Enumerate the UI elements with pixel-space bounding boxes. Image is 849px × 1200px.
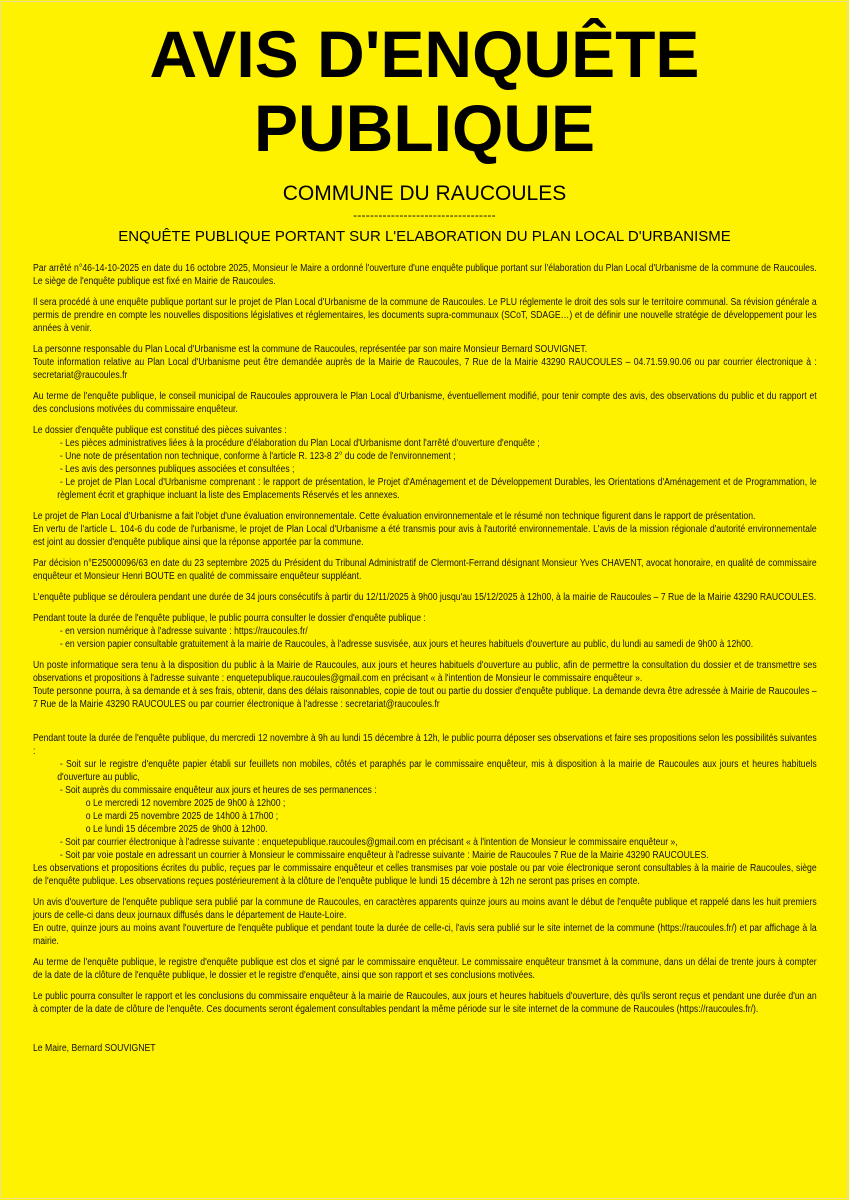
permanence-item: o Le mardi 25 novembre 2025 de 14h00 à 17h00 ; [85,811,279,822]
separator: ---------------------------------- [353,208,496,222]
list-item: - Le projet de Plan Local d'Urbanisme comprenant : le rapport de présentation, le Projet d'Aménagement et de Développement Durables, les Orientations d'Aménagement et de Programmation, le règlement écrit et graphique incluant la liste des Emplacements Réservés et les annexes. [57,477,817,501]
paragraph-avis-ouverture: Un avis d'ouverture de l'enquête publique sera publié par la commune de Raucoules, en caractères apparents quinze jours au moins avant le début de l'enquête publique et rappelé dans les huit premiers jours de celle-ci dans deux journaux diffusés dans le département de Haute-Loire. [33,897,817,921]
paragraph-decision: Par décision n°E25000096/63 en date du 23 septembre 2025 du Président du Tribunal Administratif de Clermont-Ferrand désignant Monsieur Yves CHAVENT, avocat honoraire, en qualité de commissaire enquêteur et Monsieur Henri BOUTE en qualité de commissaire enquêteur suppléant. [33,558,817,582]
paragraph-dossier: Le dossier d'enquête publique est constitué des pièces suivantes : [33,425,287,436]
paragraph-responsable: La personne responsable du Plan Local d'Urbanisme est la commune de Raucoules, représentée par son maire Monsieur Bernard SOUVIGNET. [33,344,588,355]
list-item: - en version numérique à l'adresse suivante : https://raucoules.fr/ [59,626,308,637]
list-item: - Soit par courrier électronique à l'adresse suivante : enquetepublique.raucoules@gmail.com en précisant « à l'intention de Monsieur le commissaire enquêteur », [59,837,678,848]
paragraph-consultables: Les observations et propositions écrites du public, reçues par le commissaire enquêteur et celles transmises par voie postale ou par voie électronique seront consultables à la mairie de Raucoules, siège de l'enquête publique. Les observations reçues postérieurement à la clôture de l'enquête publique le lundi 15 décembre à 12h ne seront pas prises en compte. [33,863,817,887]
list-item: - Les avis des personnes publiques associées et consultées ; [59,464,295,475]
paragraph-duree: L'enquête publique se déroulera pendant une durée de 34 jours consécutifs à partir du 12/11/2025 à 9h00 jusqu'au 15/12/2025 à 12h00, à la mairie de Raucoules – 7 Rue de la Mairie 43290 RAUCOULES. [33,592,817,603]
paragraph-autorite: En vertu de l'article L. 104-6 du code de l'urbanisme, le projet de Plan Local d'Urbanisme a été transmis pour avis à l'autorité environnementale. L'avis de la mission régionale d'autorité environnementale est joint au dossier d'enquête publique ainsi que la réponse apportée par la commune. [33,524,817,548]
list-item: - Soit auprès du commissaire enquêteur aux jours et heures de ses permanences : [59,785,377,796]
dossier-list [33,437,817,502]
list-item: - Soit par voie postale en adressant un courrier à Monsieur le commissaire enquêteur à l'adresse suivante : Mairie de Raucoules 7 Rue de la Mairie 43290 RAUCOULES. [59,850,709,861]
paragraph-consultation: Pendant toute la durée de l'enquête publique, le public pourra consulter le dossier d'enquête publique : [33,613,426,624]
paragraph-observations: Pendant toute la durée de l'enquête publique, du mercredi 12 novembre à 9h au lundi 15 décembre à 12h, le public pourra déposer ses observations et faire ses propositions selon les possibilités suivantes : [33,733,817,757]
paragraph-approbation: Au terme de l'enquête publique, le conseil municipal de Raucoules approuvera le Plan Local d'Urbanisme, éventuellement modifié, pour tenir compte des avis, des observations du public et du rapport et des conclusions motivées du commissaire enquêteur. [33,391,817,415]
list-item: - Une note de présentation non technique, conforme à l'article R. 123-8 2° du code de l'environnement ; [59,451,456,462]
observations-list [33,758,817,862]
commune-heading: COMMUNE DU RAUCOULES [282,182,567,205]
title-line-2: PUBLIQUE [253,91,596,165]
title-line-1: AVIS D'ENQUÊTE [149,17,700,91]
list-item: - en version papier consultable gratuitement à la mairie de Raucoules, à l'adresse susvisée, aux jours et heures habituels d'ouverture au public, du lundi au samedi de 9h00 à 12h00. [59,639,754,650]
paragraph-plu: Il sera procédé à une enquête publique portant sur le projet de Plan Local d'Urbanisme de la commune de Raucoules. Le PLU réglemente le droit des sols sur le territoire communal. Sa révision générale a permis de prendre en compte les nouvelles dispositions législatives et réglementaires, les documents supra-communaux (SCoT, SDAGE…) et de définir une nouvelle stratégie de développement pour les années à venir. [33,297,817,334]
paragraph-arrete: Par arrêté n°46-14-10-2025 en date du 16 octobre 2025, Monsieur le Maire a ordonné l'ouverture d'une enquête publique portant sur l'élaboration du Plan Local d'Urbanisme de la commune de Raucoules. Le siège de l'enquête publique est fixé en Mairie de Raucoules. [33,263,817,287]
paragraph-affichage: En outre, quinze jours au moins avant l'ouverture de l'enquête publique et pendant toute la durée de celle-ci, l'avis sera publié sur le site internet de la commune (https://raucoules.fr/) et par affichage à la mairie. [33,923,817,947]
consultation-list [33,625,817,651]
permanence-item: o Le lundi 15 décembre 2025 de 9h00 à 12h00. [85,824,268,835]
subtitle: ENQUÊTE PUBLIQUE PORTANT SUR L'ELABORATION DU PLAN LOCAL D'URBANISME [118,228,731,245]
notice-body [33,262,817,1063]
paragraph-copie: Toute personne pourra, à sa demande et à ses frais, obtenir, dans des délais raisonnables, copie de tout ou partie du dossier d'enquête publique. La demande devra être adressée à Mairie de Raucoules – 7 Rue de la Mairie 43290 RAUCOULES ou par courrier électronique à l'adresse : secretariat@raucoules.fr [33,686,817,710]
paragraph-evaluation: Le projet de Plan Local d'Urbanisme a fait l'objet d'une évaluation environnementale. Cette évaluation environnementale et le résumé non technique figurent dans le rapport de présentation. [33,511,756,522]
permanence-item: o Le mercredi 12 novembre 2025 de 9h00 à 12h00 ; [85,798,286,809]
paragraph-rapport: Le public pourra consulter le rapport et les conclusions du commissaire enquêteur à la mairie de Raucoules, aux jours et heures habituels d'ouverture, dès qu'ils seront reçus et pendant une durée d'un an à compter de la date de clôture de l'enquête. Ces documents seront également consultables pendant la même période sur le site internet de la commune de Raucoules (https://raucoules.fr/). [33,991,817,1015]
list-item: - Les pièces administratives liées à la procédure d'élaboration du Plan Local d'Urbanisme dont l'arrêté d'ouverture d'enquête ; [59,438,540,449]
paragraph-information: Toute information relative au Plan Local d'Urbanisme peut être demandée auprès de la Mairie de Raucoules, 7 Rue de la Mairie 43290 RAUCOULES – 04.71.59.90.06 ou par courrier électronique à : secretariat@raucoules.fr [33,357,817,381]
list-item: - Soit sur le registre d'enquête papier établi sur feuillets non mobiles, côtés et paraphés par le commissaire enquêteur, mis à disposition à la mairie de Raucoules aux jours et heures habituels d'ouverture au public, [57,759,817,783]
paragraph-cloture: Au terme de l'enquête publique, le registre d'enquête publique est clos et signé par le commissaire enquêteur. Le commissaire enquêteur transmet à la commune, dans un délai de trente jours à compter de la date de la clôture de l'enquête publique, le dossier et le registre d'enquête, ainsi que son rapport et ses conclusions motivées. [33,957,817,981]
signature: Le Maire, Bernard SOUVIGNET [33,1043,156,1054]
paragraph-poste: Un poste informatique sera tenu à la disposition du public à la Mairie de Raucoules, aux jours et heures habituels d'ouverture au public, afin de permettre la consultation du dossier et de transmettre ses observations et propositions à l'adresse suivante : enquetepublique.raucoules@gmail.com en précisant « à l'intention de Monsieur le commissaire enquêteur ». [33,660,817,684]
